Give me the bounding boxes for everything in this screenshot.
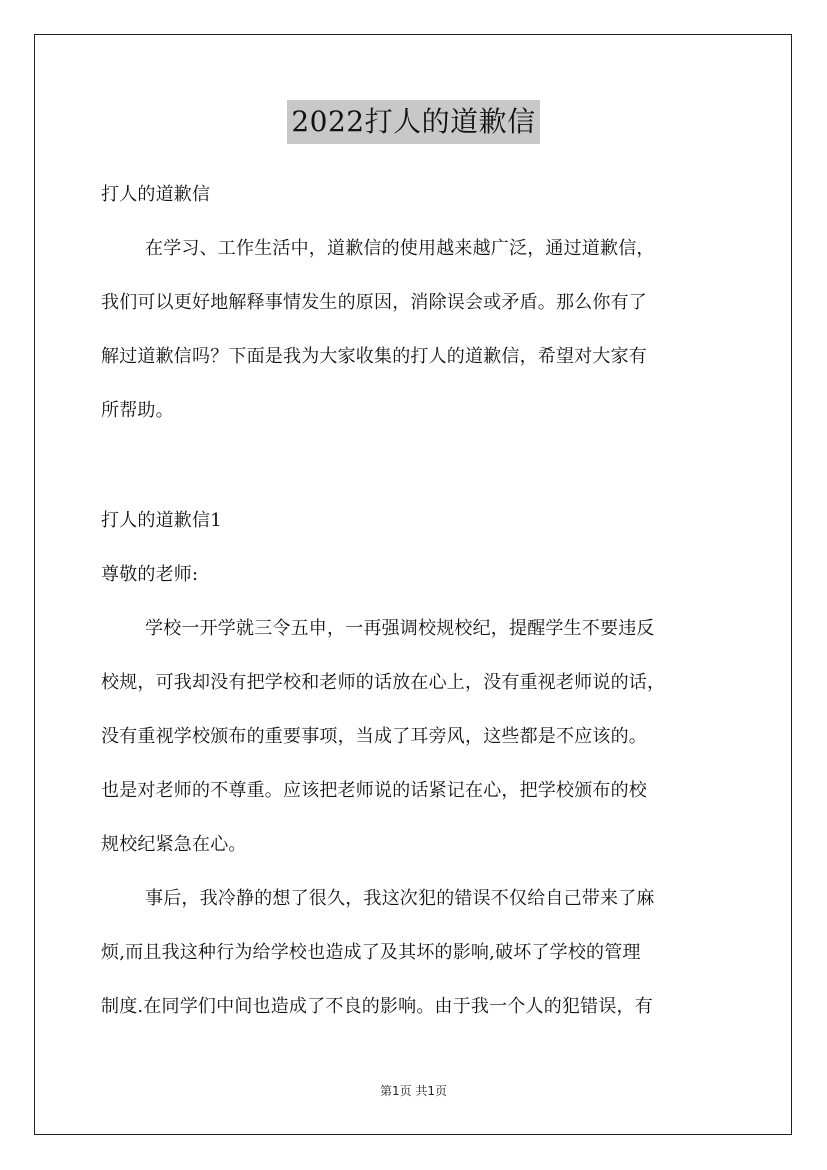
paragraph-line: 学校一开学就三令五申，一再强调校规校纪，提醒学生不要违反 [145,618,655,639]
paragraph-line: 规校纪紧急在心。 [101,834,247,855]
paragraph-line: 没有重视学校颁布的重要事项，当成了耳旁风，这些都是不应该的。 [101,726,647,747]
document-title: 2022打人的道歉信 [287,100,539,144]
intro-heading: 打人的道歉信 [101,184,211,205]
paragraph-line: 事后，我冷静的想了很久，我这次犯的错误不仅给自己带来了麻 [145,888,655,909]
letter-heading: 打人的道歉信1 [101,510,222,531]
intro-line: 所帮助。 [101,400,174,421]
paragraph-line: 烦,而且我这种行为给学校也造成了及其坏的影响,破坏了学校的管理 [101,942,641,963]
paragraph-line: 制度.在同学们中间也造成了不良的影响。由于我一个人的犯错误，有 [101,996,653,1017]
page-footer: 第1页 共1页 [379,1084,448,1098]
title-container [0,100,827,144]
paragraph-line: 校规，可我却没有把学校和老师的话放在心上，没有重视老师说的话， [101,672,666,693]
spacer [101,438,727,494]
intro-line: 解过道歉信吗？下面是我为大家收集的打人的道歉信，希望对大家有 [101,346,647,367]
document-body [101,168,727,1034]
letter-salutation: 尊敬的老师: [101,564,199,585]
intro-line: 在学习、工作生活中，道歉信的使用越来越广泛，通过道歉信， [145,238,655,259]
paragraph-line: 也是对老师的不尊重。应该把老师说的话紧记在心，把学校颁布的校 [101,780,647,801]
intro-line: 我们可以更好地解释事情发生的原因，消除误会或矛盾。那么你有了 [101,292,647,313]
